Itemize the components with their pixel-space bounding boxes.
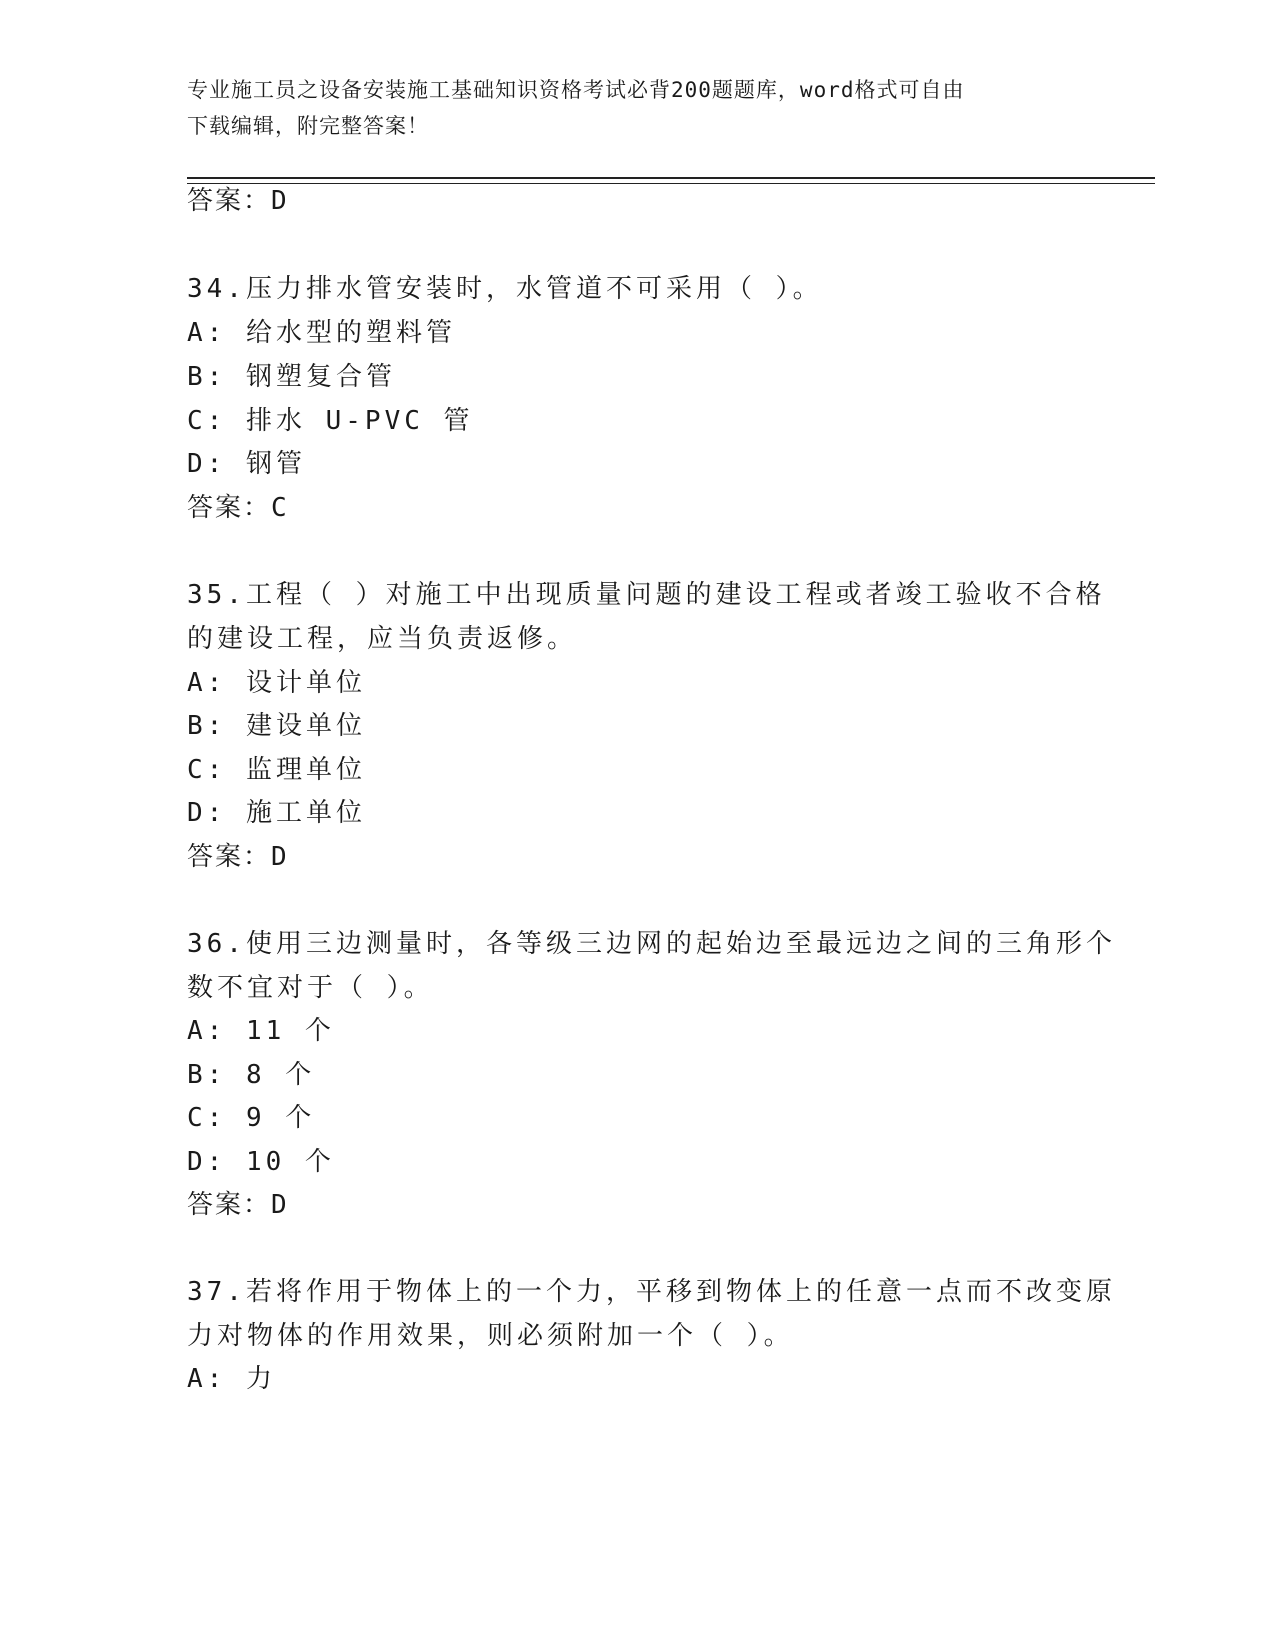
answer-line: 答案：D [187, 842, 289, 872]
option-d: D: 施工单位 [187, 798, 366, 828]
header-rule-thin [187, 183, 1155, 184]
option-b: B: 8 个 [187, 1060, 316, 1090]
answer-line: 答案：D [187, 1190, 289, 1220]
header-line-2: 下载编辑，附完整答案！ [187, 114, 429, 138]
question-stem: 34.压力排水管安装时，水管道不可采用（ ）。 [187, 274, 823, 304]
option-c: C: 监理单位 [187, 755, 366, 785]
answer-line: 答案：C [187, 493, 289, 523]
option-b: B: 建设单位 [187, 711, 366, 741]
document-header [187, 72, 1087, 144]
question-stem: 36.使用三边测量时，各等级三边网的起始边至最远边之间的三角形个 [187, 929, 1116, 959]
option-c: C: 9 个 [187, 1103, 316, 1133]
question-stem: 35.工程（ ）对施工中出现质量问题的建设工程或者竣工验收不合格 [187, 580, 1106, 610]
header-line-1: 专业施工员之设备安装施工基础知识资格考试必背200题题库，word格式可自由 [187, 78, 965, 102]
question-stem: 37.若将作用于物体上的一个力，平移到物体上的任意一点而不改变原 [187, 1277, 1116, 1307]
option-b: B: 钢塑复合管 [187, 362, 396, 392]
answer-line: 答案：D [187, 186, 289, 216]
option-c: C: 排水 U-PVC 管 [187, 406, 474, 436]
header-rule-thick [187, 177, 1155, 179]
question-stem-continued: 力对物体的作用效果，则必须附加一个（ ）。 [187, 1321, 794, 1351]
question-stem-continued: 的建设工程，应当负责返修。 [187, 624, 578, 654]
option-d: D: 钢管 [187, 449, 306, 479]
option-a: A: 11 个 [187, 1016, 335, 1046]
option-a: A: 力 [187, 1364, 276, 1394]
question-stem-continued: 数不宜对于（ ）。 [187, 973, 434, 1003]
option-a: A: 给水型的塑料管 [187, 318, 456, 348]
option-d: D: 10 个 [187, 1147, 335, 1177]
option-a: A: 设计单位 [187, 668, 366, 698]
